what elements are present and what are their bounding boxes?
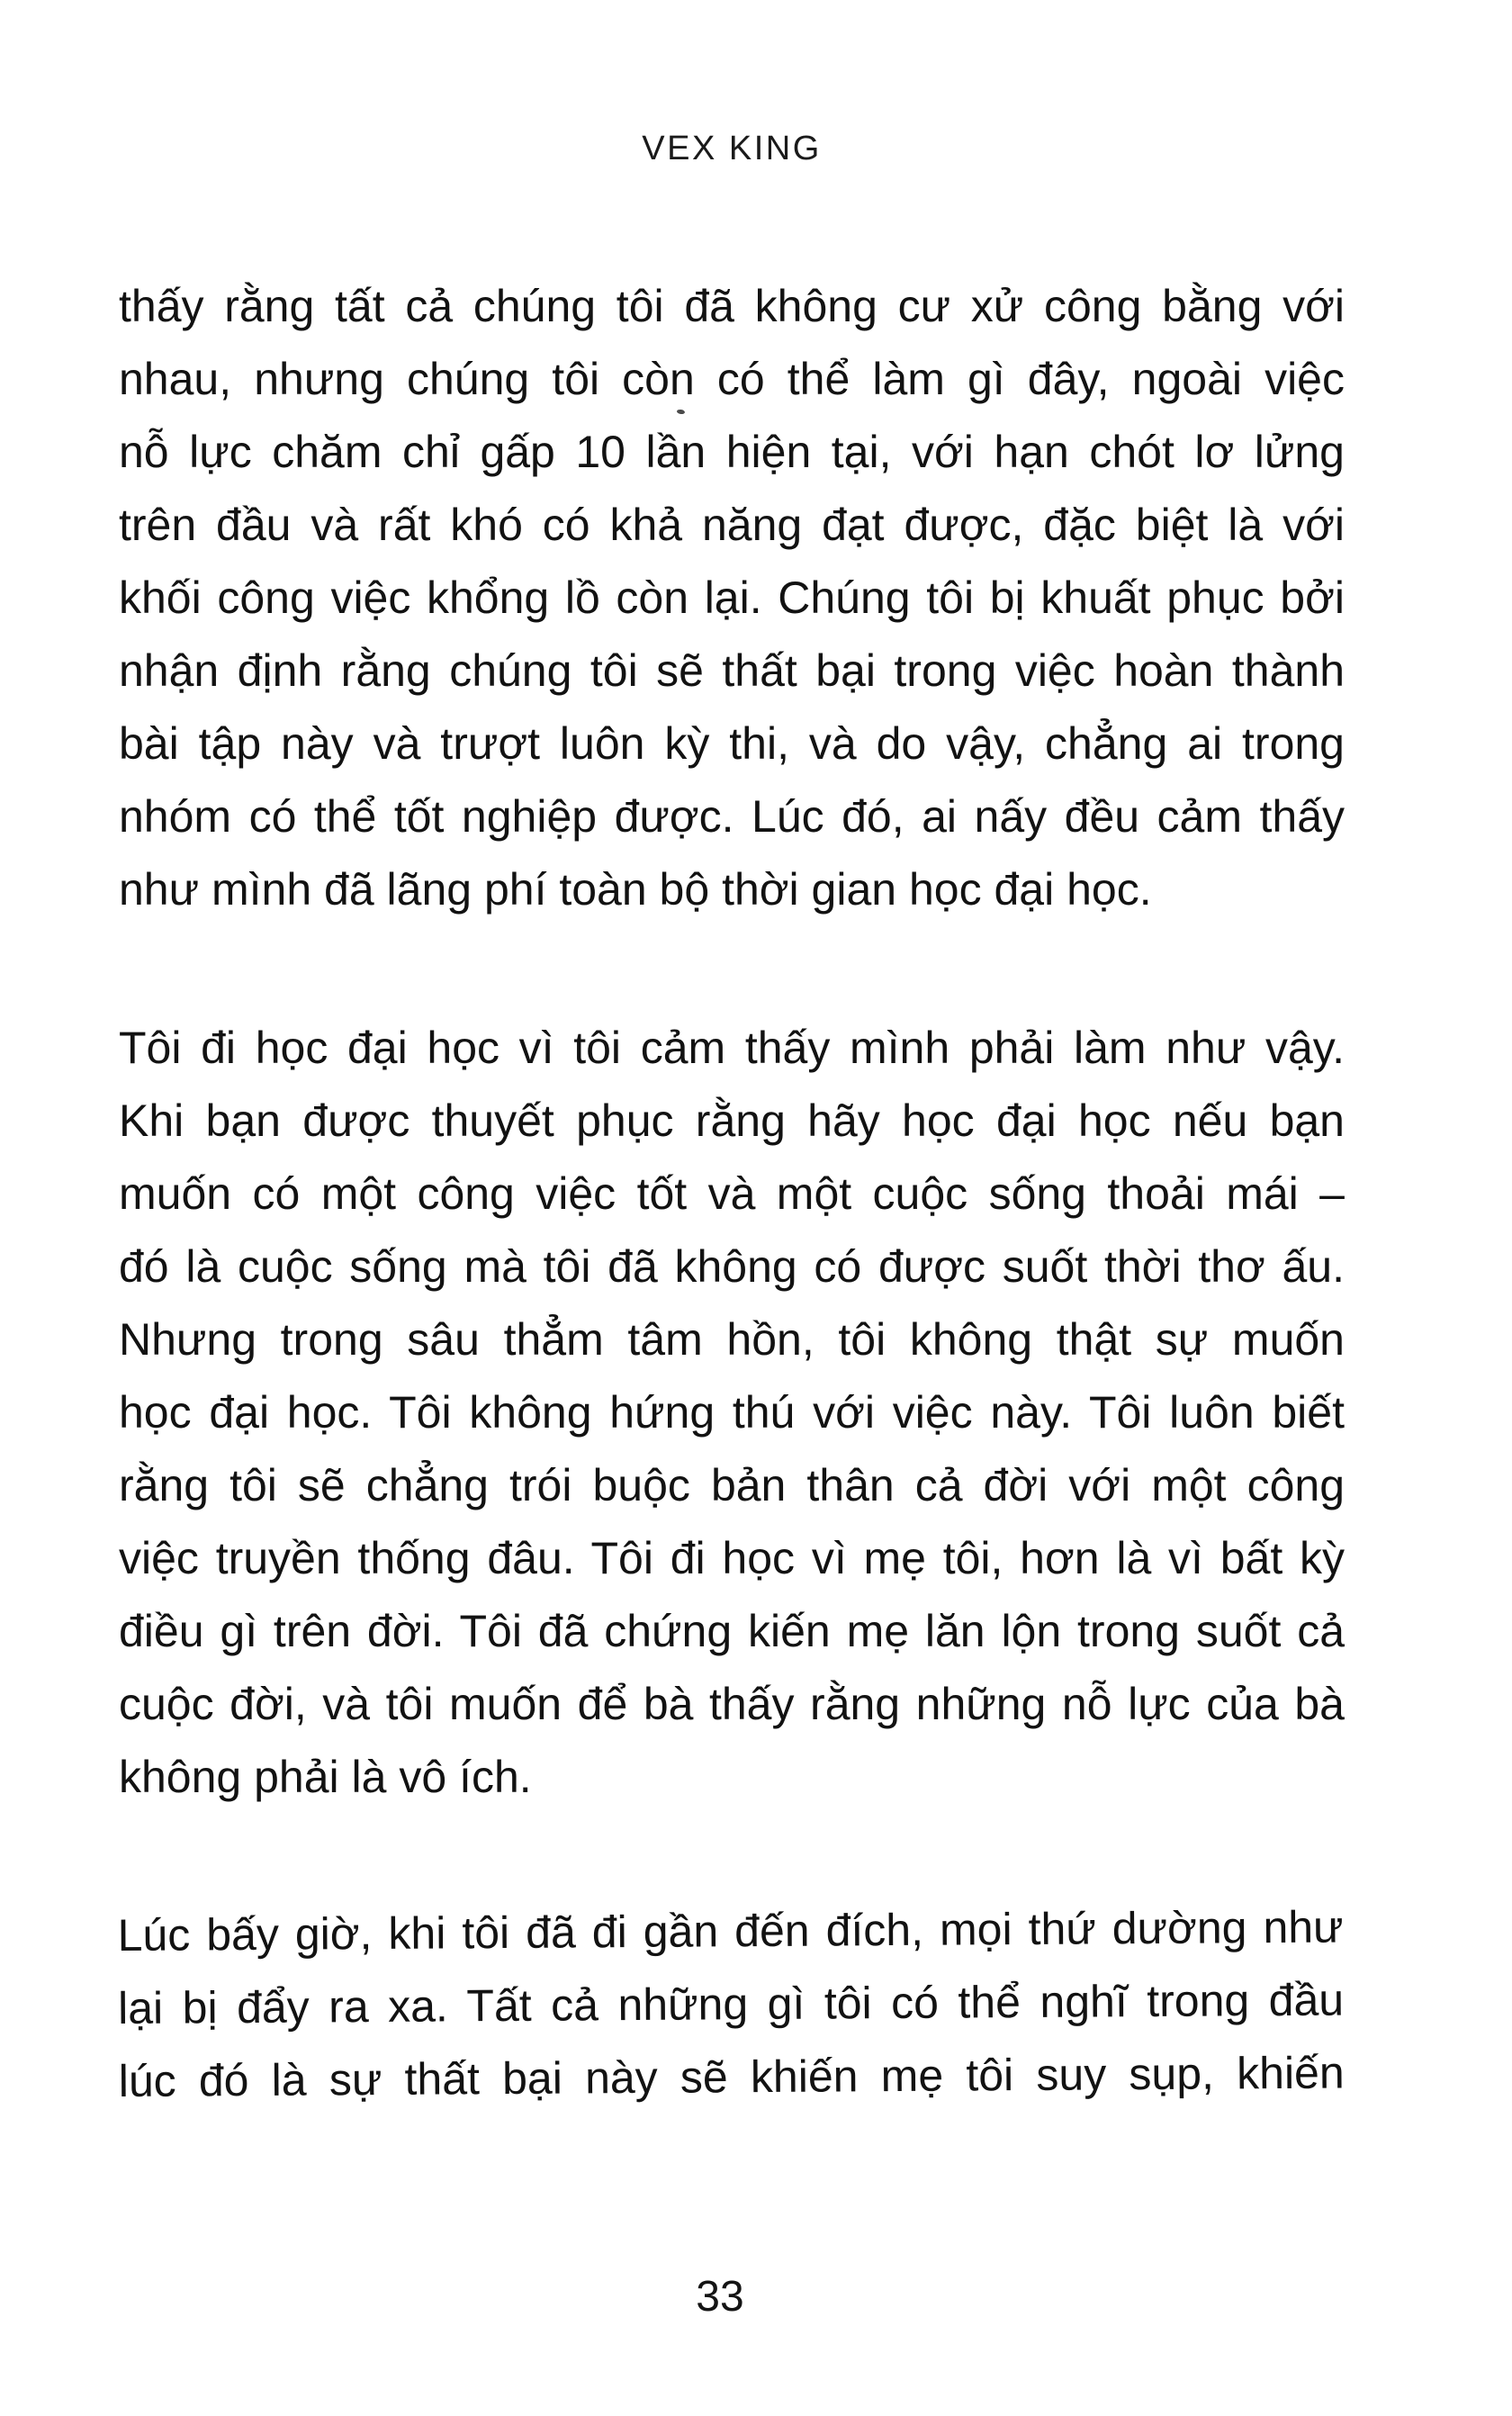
text-line: nhận định rằng chúng tôi sẽ thất bại trong việc hoàn thành <box>119 645 1345 696</box>
text-line: như mình đã lãng phí toàn bộ thời gian học đại học. <box>119 864 1152 915</box>
page-number: 33 <box>696 2273 744 2321</box>
text-line: Lúc bấy giờ, khi tôi đã đi gần đến đích, mọi thứ dường như <box>117 1901 1344 1961</box>
text-line: nỗ lực chăm chỉ gấp 10 lần hiện tại, với hạn chót lơ lửng <box>119 427 1345 477</box>
text-line: khối công việc khổng lồ còn lại. Chúng tôi bị khuất phục bởi <box>119 572 1345 623</box>
text-line: Nhưng trong sâu thẳm tâm hồn, tôi không thật sự muốn <box>119 1314 1345 1365</box>
text-line: bài tập này và trượt luôn kỳ thi, và do vậy, chẳng ai trong <box>119 718 1345 769</box>
text-line: học đại học. Tôi không hứng thú với việc này. Tôi luôn biết <box>119 1387 1345 1438</box>
text-line: không phải là vô ích. <box>119 1752 532 1802</box>
paragraph <box>117 1890 1345 2118</box>
text-line: trên đầu và rất khó có khả năng đạt được, đặc biệt là với <box>119 500 1345 550</box>
text-line: nhau, nhưng chúng tôi còn có thể làm gì đây, ngoài việc <box>119 354 1345 404</box>
text-line: đó là cuộc sống mà tôi đã không có được suốt thời thơ ấu. <box>119 1241 1345 1292</box>
text-line: lúc đó là sự thất bại này sẽ khiến mẹ tôi suy sụp, khiến <box>118 2047 1345 2107</box>
text-line: việc truyền thống đâu. Tôi đi học vì mẹ tôi, hơn là vì bất kỳ <box>119 1533 1345 1583</box>
text-line: cuộc đời, và tôi muốn để bà thấy rằng những nỗ lực của bà <box>119 1679 1345 1729</box>
text-line: Khi bạn được thuyết phục rằng hãy học đại học nếu bạn <box>119 1095 1345 1146</box>
text-line: thấy rằng tất cả chúng tôi đã không cư xử công bằng với <box>119 281 1345 331</box>
paragraph <box>119 1012 1345 1814</box>
paragraph <box>119 270 1345 926</box>
text-line: muốn có một công việc tốt và một cuộc sống thoải mái – <box>119 1168 1345 1219</box>
text-line: điều gì trên đời. Tôi đã chứng kiến mẹ lăn lộn trong suốt cả <box>119 1606 1345 1656</box>
text-line: nhóm có thể tốt nghiệp được. Lúc đó, ai nấy đều cảm thấy <box>119 791 1345 842</box>
text-block <box>119 270 1345 2118</box>
text-line: lại bị đẩy ra xa. Tất cả những gì tôi có thể nghĩ trong đầu <box>117 1974 1345 2034</box>
running-header: VEX KING <box>642 130 822 167</box>
text-line: rằng tôi sẽ chẳng trói buộc bản thân cả đời với một công <box>119 1460 1345 1510</box>
text-line: Tôi đi học đại học vì tôi cảm thấy mình phải làm như vậy. <box>119 1023 1345 1073</box>
